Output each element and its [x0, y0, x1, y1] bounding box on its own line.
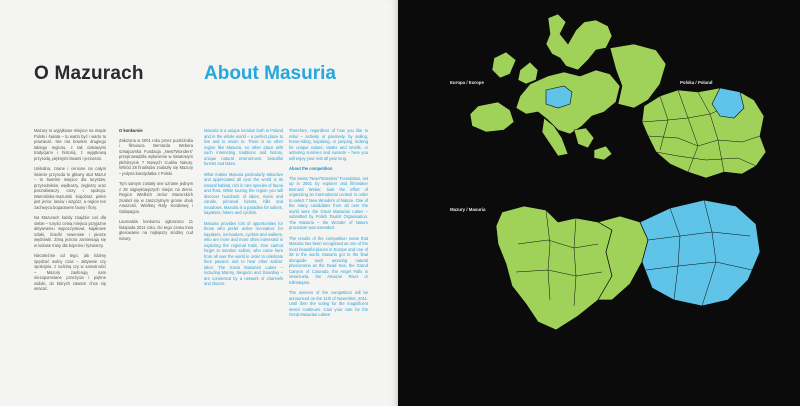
- paragraph: The Swiss “New7Wonders” Foundation, set up in 2001 by explorer and filmmaker Bernard Weber, took the effort of organizing an international contest in order to select 7 New Wonders of Nature. One of the many candidates from all over the world were the Great Masurian Lakes – submitted by Polish Tourist Organisation. The Masuria – the Wonder of Nature procedure was extended.: [289, 175, 368, 230]
- paragraph: The winners of the competition will be announced on the 11th of November, 2011. Until then the voting for the magnificent seven continues. Cast your vote for the Great Masurian Lakes!: [289, 290, 368, 317]
- paragraph: Mazury to wyjątkowe miejsce na mapie Polski i świata – tu warto być i warto tu powracać. Nie ma bowiem drugiego takiego regionu, z tak ciekawymi tradycjami i historią, z wyjątkową przyrodą, pięknymi lasami i jeziorami.: [34, 128, 106, 161]
- poland-map: [642, 88, 766, 178]
- masuria-lakes-region: [640, 200, 760, 306]
- section-heading: O konkursie: [119, 128, 143, 133]
- text-column-polish-intro: [34, 128, 106, 388]
- europe-map-label: Europa / Europe: [450, 80, 484, 85]
- page-title-english: About Masuria: [204, 63, 336, 84]
- masuria-map-label: Mazury / Masuria: [450, 207, 486, 212]
- poland-highlight-on-europe: [546, 86, 572, 108]
- europe-map: [470, 14, 666, 160]
- paragraph: Na Mazurach każdy znajdzie coś dla siebie – turyści cenią miejsca przyjazne aktywnemu wypoczynkowi, kajakowe szlaki, ścieżki rowerowe i piesze wędrówki. Zimą jeziora zamieniają się w lodowe trasy dla bojerów i łyżwiarzy.: [34, 215, 106, 248]
- masuria-region-map: [496, 206, 648, 330]
- maps-illustration: [398, 0, 800, 406]
- paragraph: Założona w 2001 roku przez podróżnika i filmowca Bernarda Webera szwajcarska Fundacja „New7Wonders” przeprowadziła wyłonienie w światowym plebiscycie 7 Nowych Cudów Natury. Wśród 28 finalistów znalazły się Mazury – jedyna kandydatka z Polski.: [119, 137, 193, 176]
- paragraph: Tym samym zostały one uznane jednym z 28 najpiękniejszych miejsc na Ziemi. Region Wielkich Jezior Mazurskich znalazł się w zaszczytnym gronie obok Amazonii, Wielkiej Rafy Koralowej i Galapagos.: [119, 181, 193, 214]
- left-page: [0, 0, 398, 406]
- text-column-english-competition: [289, 128, 368, 368]
- text-column-english-intro: [204, 128, 283, 368]
- section-heading: About the competition: [289, 166, 333, 171]
- right-page-maps: [398, 0, 800, 406]
- paragraph: What makes Masuria particularly attractive and appreciated all over the world is its natural habitat, rich in rare species of fauna and flora. While touring the region you will discover hundreds of lakes, rivers and canals, primeval forests, hills and meadows. Masuria is a paradise for sailors, kayakers, hikers and cyclists.: [204, 171, 283, 215]
- paragraph: Masuria is a unique location both in Poland and in the whole world – a perfect place to live and to return to. There is no other region like Masuria, no other place with such interesting traditions and history, unique natural environment, beautiful forests and lakes.: [204, 128, 283, 166]
- paragraph: Therefore, regardless of how you like to relax – actively or passively, by sailing, horse-riding, kayaking, or jumping, looking for unique nature, tastes and smells, or admiring sunrises and sunsets – here you will enjoy your rest all year long.: [289, 128, 368, 161]
- paragraph: Niezależnie od tego, jak lubimy spędzać wolny czas – aktywnie czy spokojnie, z rodziną czy w samotności – Mazury zaoferują nam niezapomniane przeżycia i piękne widoki, do których zawsze chce się wracać.: [34, 253, 106, 291]
- paragraph: Unikalna, znane i cenione na całym świecie przyroda to główny atut Mazur – to świetne miejsce dla turystów, przyrodników, wędkarzy, żeglarzy oraz poszukiwaczy ciszy i spokoju. Warmińsko-mazurski krajobraz pełen jest jezior, lasów i wzgórz, a region ten zachwyca bogactwem fauny i flory.: [34, 166, 106, 210]
- paragraph: Masuria provides lots of opportunities for those who prefer active recreation: for kayakers, ice-boaters, cyclists and walkers, who are more and more often interested in exploring the regional trails. One cannot forget to mention sailors, who come here from all over the world in order to celebrate their passion and to hear other sailors' tales. The Great Masurian Lakes – including Mamry, Niegocin and Śniardwy – are connected by a network of channels and sluices.: [204, 220, 283, 286]
- paragraph: Laureatów konkursu ogłoszono 11 listopada 2011 roku. Do tego czasu trwa głosowanie na najlepszy siódmy cud natury.: [119, 219, 193, 241]
- page-title-polish: O Mazurach: [34, 63, 144, 84]
- text-column-polish-competition: [119, 128, 193, 288]
- paragraph: The results of the competition mean that Masuria has been recognised as one of the most beautiful places in Europe and one of 28 in the world. Masuria got to the final alongside such amazing natural phenomena as the Dead Sea, the Grand Canyon of Colorado, the Angel Falls in Venezuela, the Amazon River or Kilimanjaro.: [289, 235, 368, 285]
- poland-map-label: Polska / Poland: [680, 80, 713, 85]
